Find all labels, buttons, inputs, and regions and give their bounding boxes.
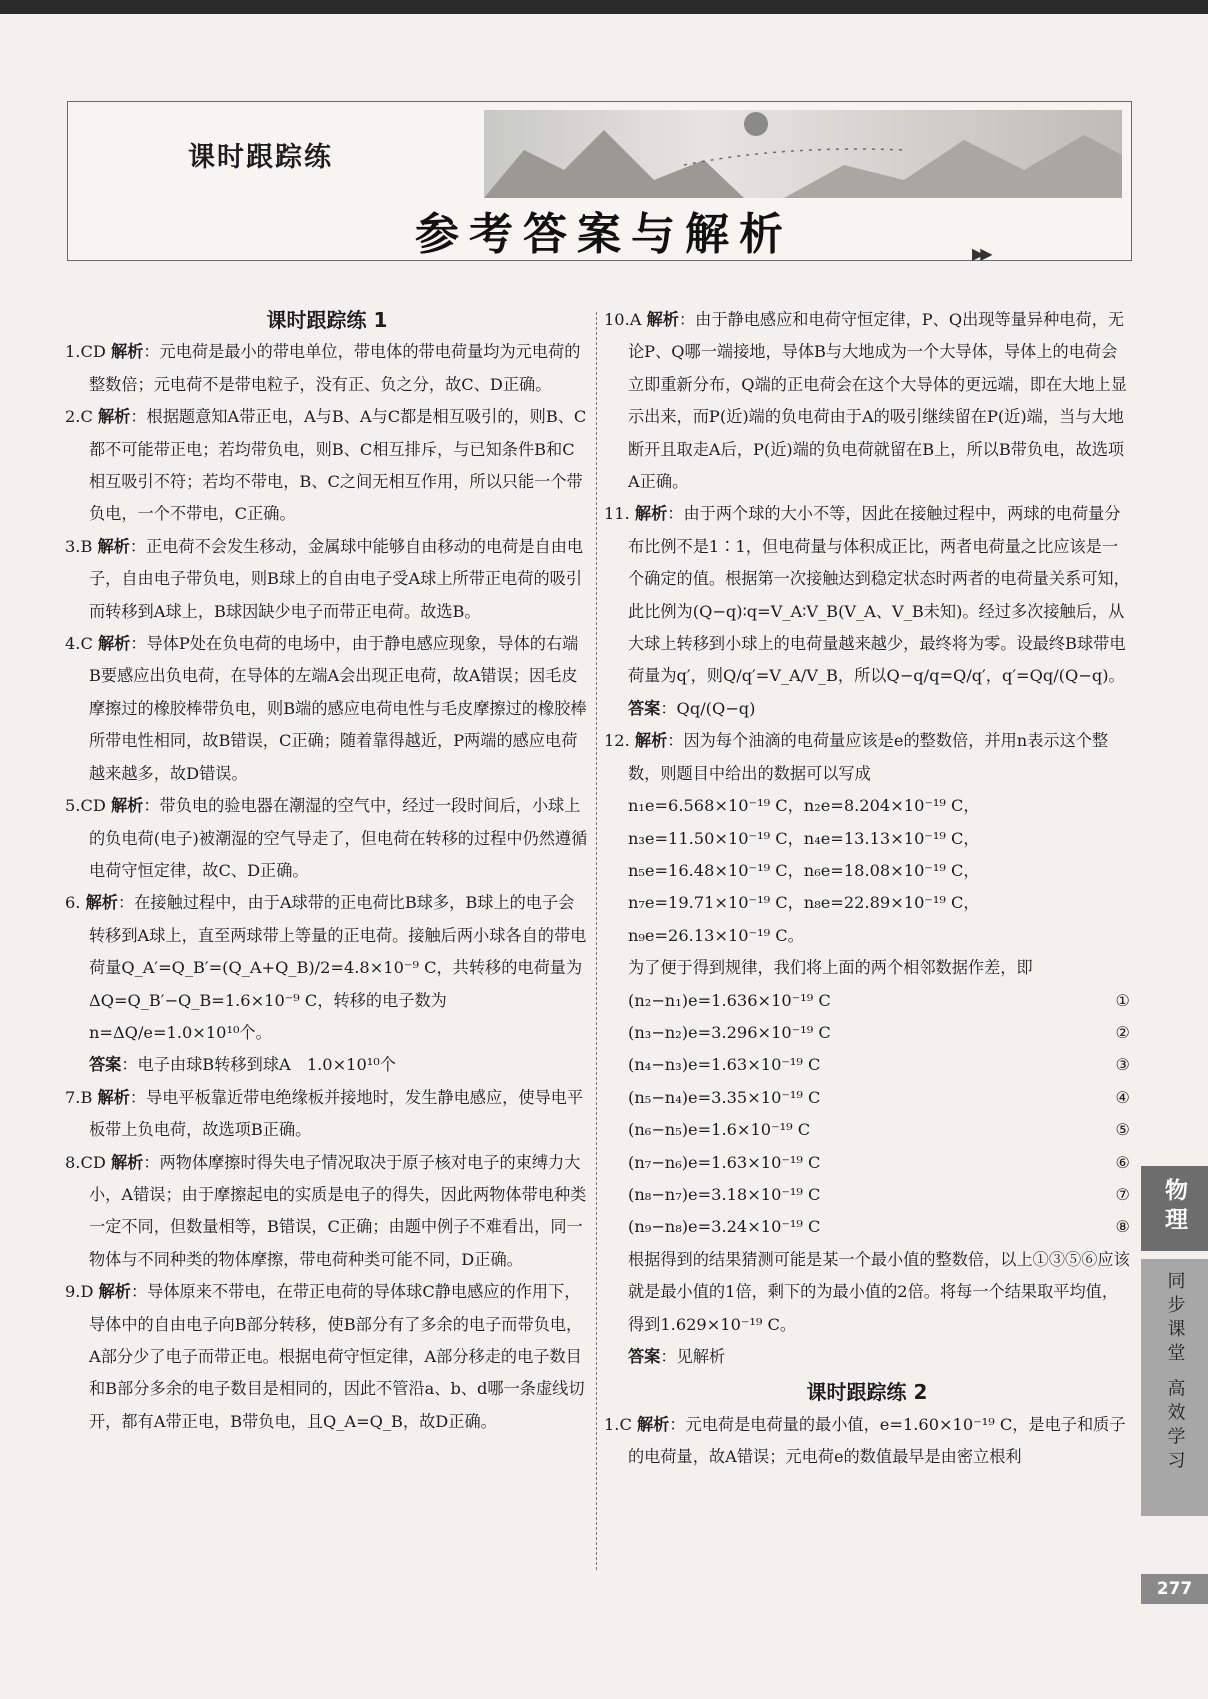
conclusion-text: 根据得到的结果猜测可能是某一个最小值的整数倍，以上①③⑤⑥应该就是最小值的1倍，剩下的为最小值的2倍。将每一个结果取平均值，得到1.629×10⁻¹⁹ C。 [628,1249,1130,1334]
answer-item: 1.CD 解析：元电荷是最小的带电单位，带电体的带电荷量均为元电荷的整数倍；元电荷不是带电粒子，没有正、负之分，故C、D正确。 [65,342,581,394]
column-divider [596,312,597,1570]
difference-line: (n₄−n₃)e=1.63×10⁻¹⁹ C ③ [628,1055,1130,1075]
top-bar [0,0,1208,14]
measurement-line: n₁e=6.568×10⁻¹⁹ C，n₂e=8.204×10⁻¹⁹ C， [628,796,980,816]
answer-item: 3.B 解析：正电荷不会发生移动，金属球中能够自由移动的电荷是自由电子，自由电子带负电，则B球上的自由电子受A球上所带正电荷的吸引而转移到A球上，B球因缺少电子而带正电荷。故选B。 [65,536,584,621]
left-column [65,304,589,1438]
difference-line: (n₆−n₅)e=1.6×10⁻¹⁹ C ⑤ [628,1120,1130,1140]
section-title: 课时跟踪练 1 [266,308,388,332]
section-title: 课时跟踪练 2 [806,1380,928,1405]
difference-line: (n₈−n₇)e=3.18×10⁻¹⁹ C ⑦ [628,1184,1130,1204]
answer-line: 答案：Qq/(Q−q) [628,698,756,718]
answer-item: 7.B 解析：导电平板靠近带电绝缘板并接地时，发生静电感应，使导电平板带上负电荷，故选项B正确。 [65,1087,584,1140]
answer-item: 12. 解析：因为每个油滴的电荷量应该是e的整数倍，并用n表示这个整数，则题目中给出的数据可以写成 [604,731,1109,783]
series-title: 课时跟踪练 [188,142,333,173]
difference-line: (n₇−n₆)e=1.63×10⁻¹⁹ C ⑥ [628,1152,1130,1172]
subject-tab: 物理 [1141,1166,1208,1251]
difference-intro: 为了便于得到规律，我们将上面的两个相邻数据作差，即 [628,958,1033,978]
right-column [604,304,1130,1474]
answer-line: 答案：见解析 [628,1347,726,1366]
answer-item: 11. 解析：由于两个球的大小不等，因此在接触过程中，两球的电荷量分布比例不是1∶1，但电荷量与体积成正比，两者电荷量之比应该是一个确定的值。根据第一次接触达到稳定状态时两者的电荷量关系可知，此比例为(Q−q)∶q=V_A∶V_B(V_A、V_B未知)。经过多次接触后，从大球上转移到小球上的电荷量越来越少，最终将为零。设最终B球带电荷量为q′，则Q/q′=V_A/V_B，所以Q−q/q=Q/q′，q′=Qq/(Q−q)。 [604,504,1130,686]
answer-item: 1.C 解析：元电荷是电荷量的最小值，e=1.60×10⁻¹⁹ C，是电子和质子的电荷量，故A错误；元电荷e的数值最早是由密立根利 [604,1414,1126,1467]
difference-line: (n₉−n₈)e=3.24×10⁻¹⁹ C ⑧ [628,1217,1130,1237]
measurement-line: n₃e=11.50×10⁻¹⁹ C，n₄e=13.13×10⁻¹⁹ C， [628,828,980,848]
measurement-line: n₇e=19.71×10⁻¹⁹ C，n₈e=22.89×10⁻¹⁹ C， [628,893,980,913]
answer-item: 8.CD 解析：两物体摩擦时得失电子情况取决于原子核对电子的束缚力大小，A错误；由于摩擦起电的实质是电子的得失，因此两物体带电种类一定不同，但数量相等，B错误，C正确；由题中例子不难看出，同一物体与不同种类的物体摩擦，带电荷种类可能不同，D正确。 [65,1152,587,1269]
page-title: 参考答案与解析 [415,209,793,260]
brand-tab: 同步课堂 高效学习 [1141,1259,1208,1516]
measurement-line: n₉e=26.13×10⁻¹⁹ C。 [628,925,804,945]
answer-line: 答案：电子由球B转移到球A 1.0×10¹⁰个 [89,1055,396,1075]
landscape-painting-image [484,110,1122,198]
answer-item: 10.A 解析：由于静电感应和电荷守恒定律，P、Q出现等量异种电荷，无论P、Q哪一端接地，导体B与大地成为一个大导体，导体上的电荷会立即重新分布，Q端的正电荷会在这个大导体的更远端，即在大地上显示出来，而P(近)端的负电荷由于A的吸引继续留在P(近)端，当与大地断开且取走A后，P(近)端的负电荷就留在B上，所以B带负电，故选项A正确。 [604,310,1127,492]
answer-item: 6. 解析：在接触过程中，由于A球带的正电荷比B球多，B球上的电子会转移到A球上，直至两球带上等量的正电荷。接触后两小球各自的带电荷量Q_A′=Q_B′=(Q_A+Q_B)/2=4.8×10⁻⁹ C，共转移的电荷量为ΔQ=Q_B′−Q_B=1.6×10⁻⁹ C，转移的电子数为n=ΔQ/e=1.0×10¹⁰个。 [65,893,587,1042]
arrow-icon: ▶▶ [972,244,989,263]
page-number: 277 [1141,1574,1208,1604]
answer-item: 4.C 解析：导体P处在负电荷的电场中，由于静电感应现象，导体的右端B要感应出负电荷，在导体的左端A会出现正电荷，故A错误；因毛皮摩擦过的橡胶棒带负电，则B端的感应电荷电性与毛皮摩擦过的橡胶棒所带电性相同，故B错误，C正确；随着靠得越近，P两端的感应电荷越来越多，故D错误。 [65,634,587,783]
answer-item: 5.CD 解析：带负电的验电器在潮湿的空气中，经过一段时间后，小球上的负电荷(电子)被潮湿的空气导走了，但电荷在转移的过程中仍然遵循电荷守恒定律，故C、D正确。 [65,796,588,880]
difference-line: (n₅−n₄)e=3.35×10⁻¹⁹ C ④ [628,1087,1130,1107]
answer-item: 9.D 解析：导体原来不带电，在带正电荷的导体球C静电感应的作用下，导体中的自由电子向B部分转移，使B部分有了多余的电子而带负电，A部分少了电子而带正电。根据电荷守恒定律，A部分移走的电子数目和B部分多余的电子数目是相同的，因此不管沿a、b、d哪一条虚线切开，都有A带正电，B带负电，且Q_A=Q_B，故D正确。 [65,1282,585,1431]
measurement-line: n₅e=16.48×10⁻¹⁹ C，n₆e=18.08×10⁻¹⁹ C， [628,860,980,880]
difference-line: (n₃−n₂)e=3.296×10⁻¹⁹ C ② [628,1022,1130,1042]
difference-line: (n₂−n₁)e=1.636×10⁻¹⁹ C ① [628,990,1130,1010]
answer-item: 2.C 解析：根据题意知A带正电，A与B、A与C都是相互吸引的，则B、C都不可能带正电；若均带负电，则B、C相互排斥，与已知条件B和C相互吸引不符；若均不带电，B、C之间无相互作用，所以只能一个带负电，一个不带电，C正确。 [65,407,587,524]
